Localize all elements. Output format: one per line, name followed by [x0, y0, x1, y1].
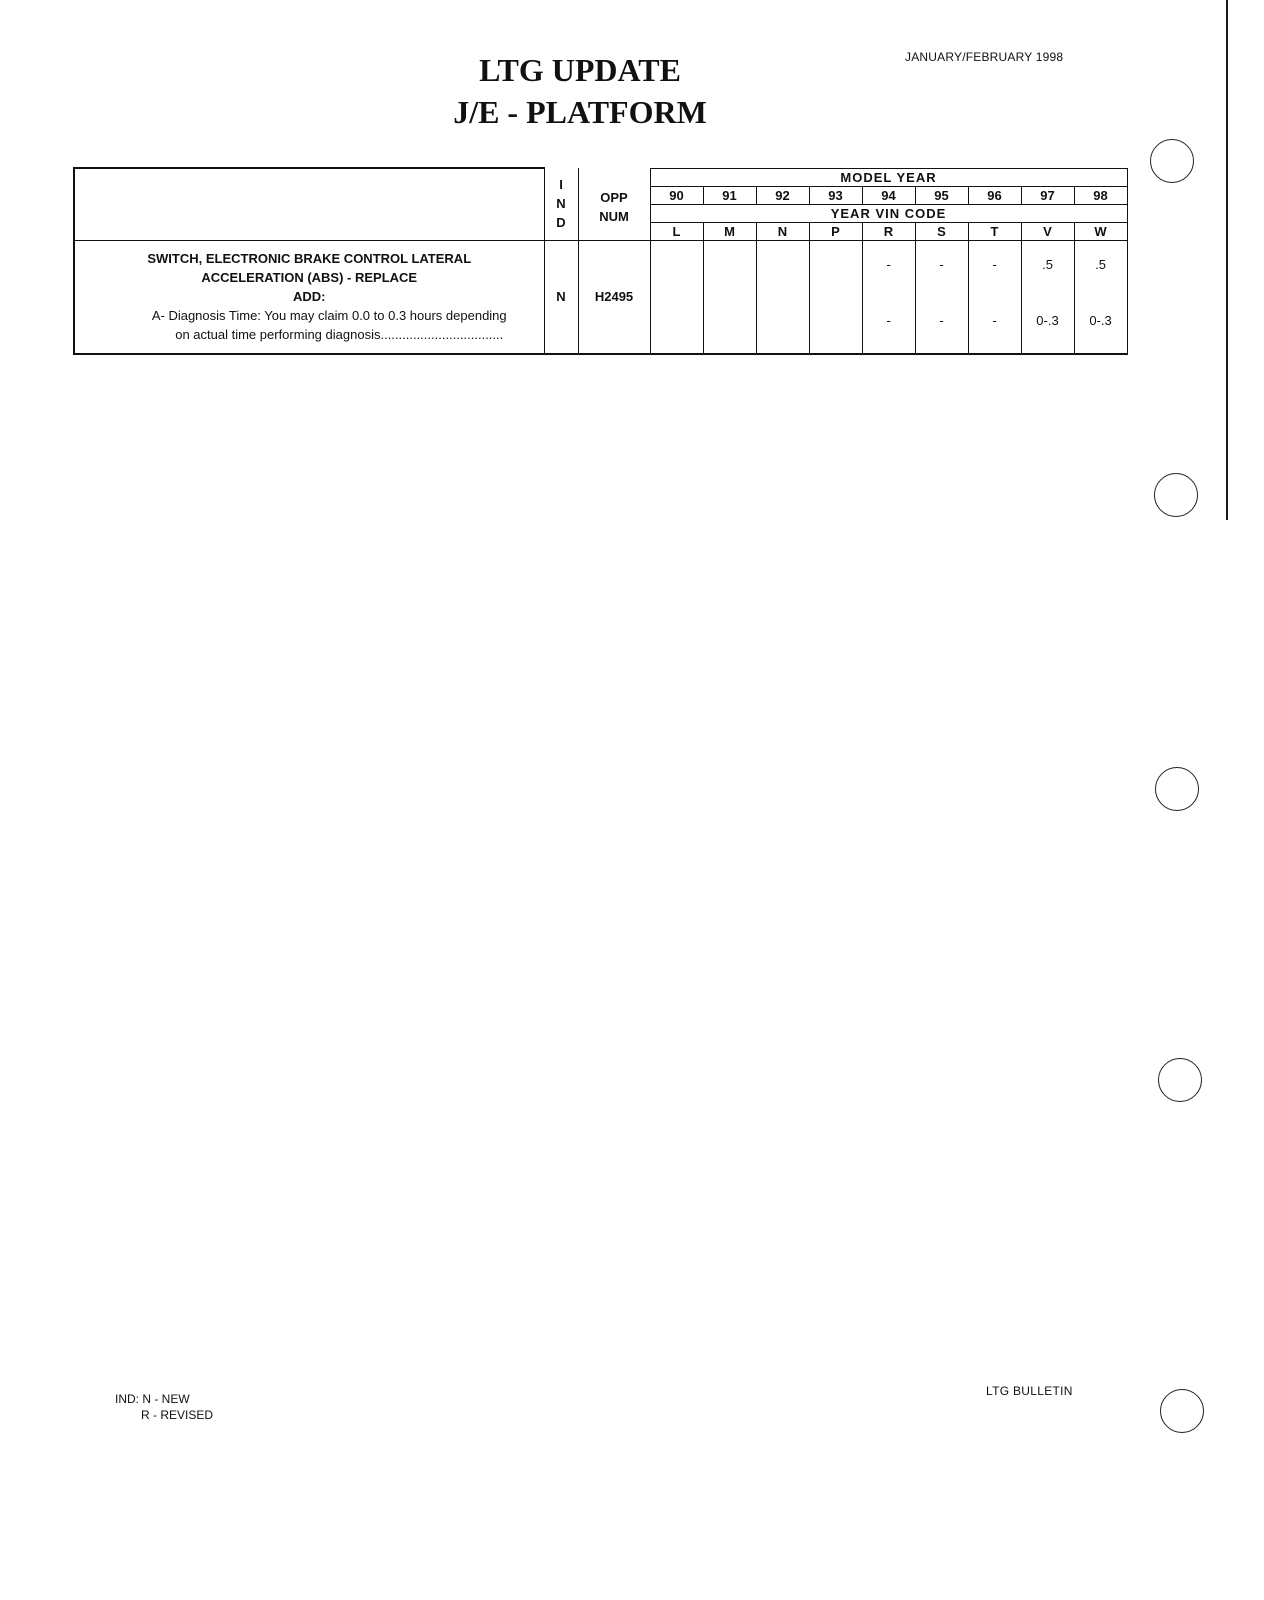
- diagnosis-time-97: 0-.3: [1036, 312, 1059, 328]
- ind-legend-revised: R - REVISED: [141, 1408, 214, 1422]
- year-header-92: 92: [756, 186, 809, 204]
- year-cell-94: [862, 240, 915, 354]
- year-header-91: 91: [703, 186, 756, 204]
- ind-legend-new: IND: N - NEW: [115, 1392, 190, 1406]
- year-cell-90: [650, 240, 703, 354]
- year-vin-code-header: YEAR VIN CODE: [650, 204, 1127, 222]
- vin-code-n: N: [756, 222, 809, 240]
- replace-time-96: -: [992, 256, 997, 272]
- year-header-94: 94: [862, 186, 915, 204]
- punch-hole-4: [1158, 1058, 1202, 1102]
- bulletin-date: JANUARY/FEBRUARY 1998: [905, 50, 1064, 64]
- diagnosis-time-98: 0-.3: [1089, 312, 1112, 328]
- diagnosis-item-line1: A- Diagnosis Time: You may claim 0.0 to 0.3 hours depending: [151, 308, 507, 323]
- page-title: LTG UPDATE: [479, 52, 681, 88]
- replace-time-97: .5: [1042, 256, 1053, 272]
- operation-title-line1: SWITCH, ELECTRONIC BRAKE CONTROL LATERAL: [147, 251, 472, 266]
- vin-code-s: S: [915, 222, 968, 240]
- replace-time-98: .5: [1095, 256, 1106, 272]
- bulletin-label: LTG BULLETIN: [986, 1384, 1073, 1398]
- vin-code-l: L: [650, 222, 703, 240]
- year-cell-95: [915, 240, 968, 354]
- year-cell-93: [809, 240, 862, 354]
- year-cell-96: [968, 240, 1021, 354]
- vin-code-p: P: [809, 222, 862, 240]
- opp-num-value: H2495: [578, 240, 650, 354]
- replace-time-95: -: [939, 256, 944, 272]
- add-label: ADD:: [293, 289, 326, 304]
- replace-time-94: -: [886, 256, 891, 272]
- vin-code-m: M: [703, 222, 756, 240]
- punch-hole-2: [1154, 473, 1198, 517]
- model-year-header: MODEL YEAR: [650, 168, 1127, 186]
- year-header-95: 95: [915, 186, 968, 204]
- diagnosis-time-96: -: [992, 312, 997, 328]
- year-header-90: 90: [650, 186, 703, 204]
- vin-code-v: V: [1021, 222, 1074, 240]
- punch-hole-5: [1160, 1389, 1204, 1433]
- year-header-97: 97: [1021, 186, 1074, 204]
- punch-hole-1: [1150, 139, 1194, 183]
- year-cell-91: [703, 240, 756, 354]
- ind-header: I N D: [544, 168, 578, 240]
- operation-description: [74, 240, 544, 354]
- scan-edge-line: [1226, 0, 1228, 520]
- year-header-93: 93: [809, 186, 862, 204]
- year-header-96: 96: [968, 186, 1021, 204]
- year-cell-98: [1074, 240, 1127, 354]
- vin-code-w: W: [1074, 222, 1127, 240]
- year-cell-97: [1021, 240, 1074, 354]
- diagnosis-time-95: -: [939, 312, 944, 328]
- punch-hole-3: [1155, 767, 1199, 811]
- vin-code-r: R: [862, 222, 915, 240]
- operation-title-line2: ACCELERATION (ABS) - REPLACE: [201, 270, 418, 285]
- labor-time-table: [73, 167, 1128, 355]
- ind-value: N: [544, 240, 578, 354]
- diagnosis-time-94: -: [886, 312, 891, 328]
- table-row: [74, 240, 1127, 354]
- diagnosis-item-line2: on actual time performing diagnosis..................................: [175, 327, 504, 342]
- page-subtitle: J/E - PLATFORM: [453, 94, 707, 130]
- year-header-98: 98: [1074, 186, 1127, 204]
- description-header: [74, 168, 544, 240]
- opp-num-header: OPP NUM: [578, 168, 650, 240]
- vin-code-t: T: [968, 222, 1021, 240]
- ind-legend: [115, 1391, 213, 1423]
- year-cell-92: [756, 240, 809, 354]
